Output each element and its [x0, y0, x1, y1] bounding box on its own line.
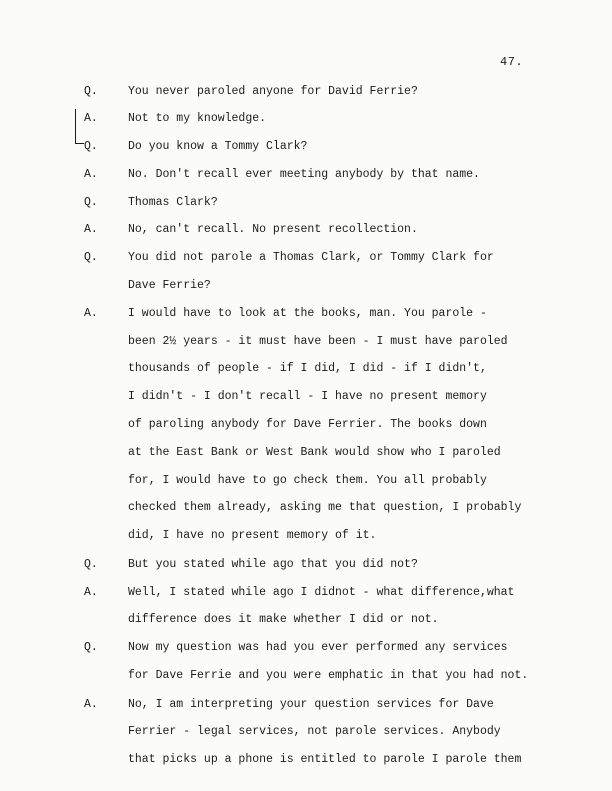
transcript-line	[0, 750, 612, 770]
speaker-label: Q.	[84, 251, 98, 264]
speaker-label: A.	[84, 307, 98, 320]
line-text: thousands of people - if I did, I did - if I didn't,	[128, 362, 487, 375]
speaker-label: A.	[84, 168, 98, 181]
transcript-line	[0, 304, 612, 324]
transcript-line	[0, 109, 612, 129]
line-text: You never paroled anyone for David Ferrie?	[128, 85, 418, 98]
line-text: checked them already, asking me that question, I probably	[128, 501, 522, 514]
transcript-line	[0, 220, 612, 240]
transcript-line	[0, 82, 612, 102]
line-text: You did not parole a Thomas Clark, or Tommy Clark for	[128, 251, 494, 264]
page-number: 47.	[500, 55, 524, 69]
line-text: Now my question was had you ever performed any services	[128, 641, 508, 654]
transcript-line	[0, 276, 612, 296]
transcript-line	[0, 193, 612, 213]
transcript-line	[0, 137, 612, 157]
transcript-line	[0, 165, 612, 185]
speaker-label: A.	[84, 223, 98, 236]
line-text: for Dave Ferrie and you were emphatic in that you had not.	[128, 669, 529, 682]
line-text: Ferrier - legal services, not parole services. Anybody	[128, 725, 501, 738]
line-text: But you stated while ago that you did not?	[128, 558, 418, 571]
line-text: of paroling anybody for Dave Ferrier. The books down	[128, 418, 487, 431]
transcript-line	[0, 722, 612, 742]
line-text: difference does it make whether I did or not.	[128, 613, 439, 626]
line-text: Not to my knowledge.	[128, 112, 267, 125]
transcript-line	[0, 666, 612, 686]
line-text: No, can't recall. No present recollection.	[128, 223, 418, 236]
transcript-line	[0, 498, 612, 518]
transcript-line	[0, 555, 612, 575]
speaker-label: Q.	[84, 558, 98, 571]
speaker-label: Q.	[84, 196, 98, 209]
speaker-label: A.	[84, 112, 98, 125]
line-text: Thomas Clark?	[128, 196, 218, 209]
transcript-line	[0, 443, 612, 463]
transcript-line	[0, 359, 612, 379]
transcript-line	[0, 415, 612, 435]
line-text: I would have to look at the books, man. You parole -	[128, 307, 487, 320]
line-text: that picks up a phone is entitled to parole I parole them	[128, 753, 522, 766]
transcript-line	[0, 387, 612, 407]
transcript-line	[0, 526, 612, 546]
transcript-line	[0, 248, 612, 268]
line-text: at the East Bank or West Bank would show who I paroled	[128, 446, 501, 459]
transcript-line	[0, 638, 612, 658]
line-text: I didn't - I don't recall - I have no present memory	[128, 390, 487, 403]
speaker-label: A.	[84, 698, 98, 711]
speaker-label: Q.	[84, 85, 98, 98]
line-text: been 2½ years - it must have been - I must have paroled	[128, 335, 508, 348]
speaker-label: Q.	[84, 140, 98, 153]
line-text: did, I have no present memory of it.	[128, 529, 377, 542]
transcript-line	[0, 332, 612, 352]
line-text: No. Don't recall ever meeting anybody by that name.	[128, 168, 480, 181]
transcript-line	[0, 471, 612, 491]
line-text: for, I would have to go check them. You all probably	[128, 474, 487, 487]
speaker-label: Q.	[84, 641, 98, 654]
transcript-line	[0, 583, 612, 603]
line-text: No, I am interpreting your question services for Dave	[128, 698, 494, 711]
transcript-line	[0, 695, 612, 715]
speaker-label: A.	[84, 586, 98, 599]
line-text: Do you know a Tommy Clark?	[128, 140, 308, 153]
line-text: Well, I stated while ago I didnot - what difference,what	[128, 586, 515, 599]
line-text: Dave Ferrie?	[128, 279, 211, 292]
transcript-line	[0, 610, 612, 630]
